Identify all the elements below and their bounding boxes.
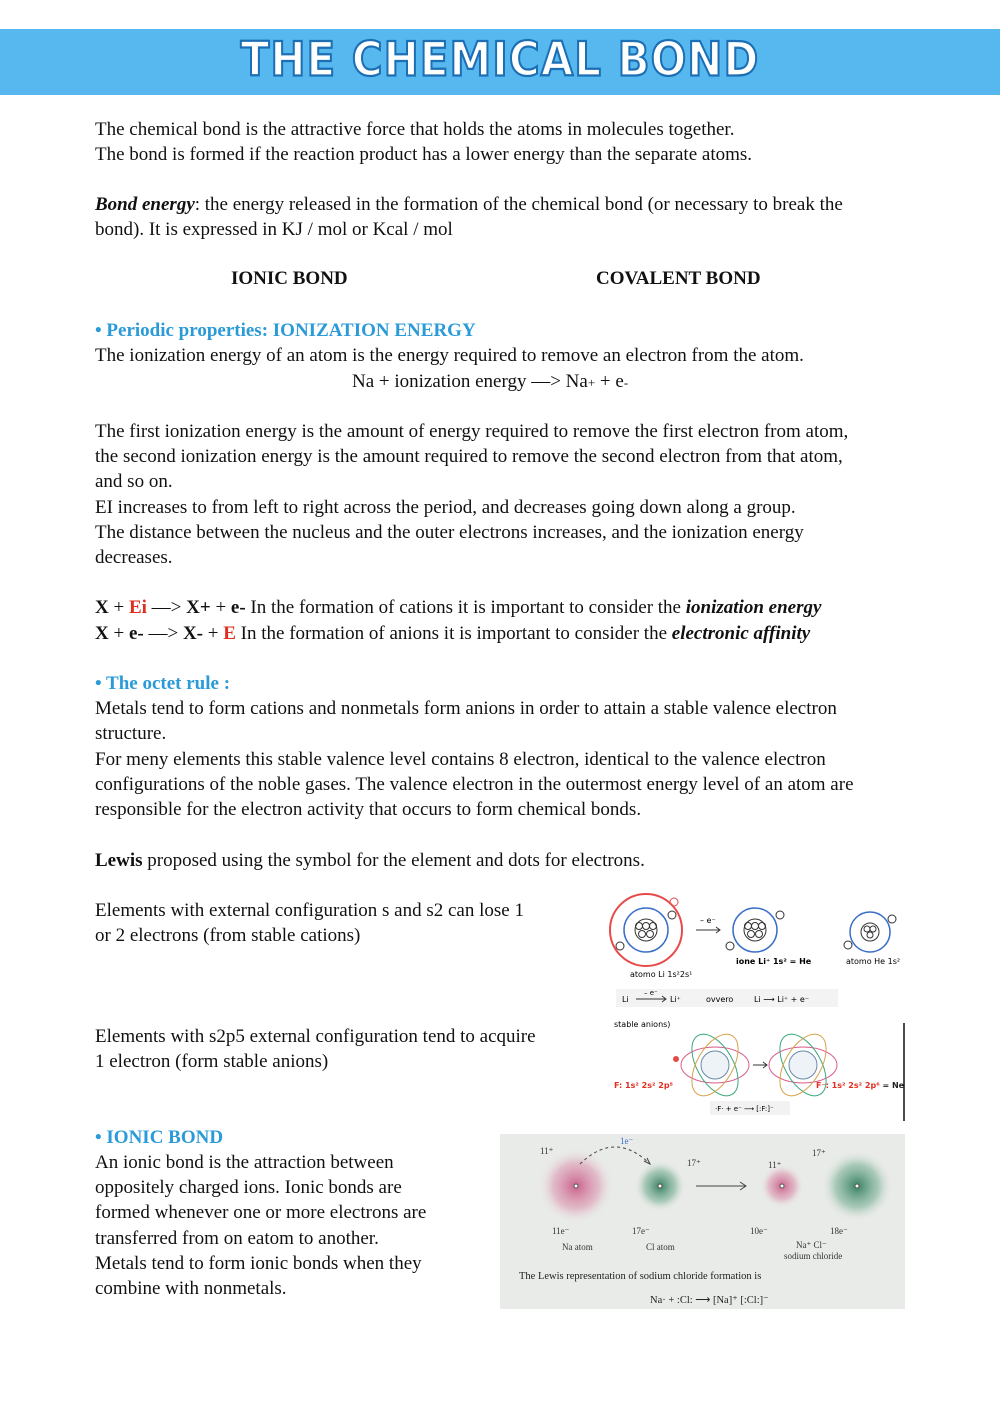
page-title: THE CHEMICAL BOND — [240, 32, 760, 87]
ionization-p2-line-5: The distance between the nucleus and the outer electrons increases, and the ionization energy — [95, 522, 804, 543]
cl-ion-electrons-label: 18e⁻ — [830, 1226, 848, 1236]
ionization-heading: • Periodic properties: IONIZATION ENERGY — [95, 320, 476, 341]
atomo-he-label: atomo He 1s² — [846, 957, 901, 966]
octet-line-1: Metals tend to form cations and nonmetals form anions in order to attain a stable valence electron — [95, 698, 837, 719]
sodium-chloride-label: sodium chloride — [784, 1251, 843, 1261]
ionization-line-1: The ionization energy of an atom is the energy required to remove an electron from the atom. — [95, 345, 804, 366]
elements-s-line-1: Elements with external configuration s and s2 can lose 1 — [95, 900, 524, 921]
formula-arrow: —> — [146, 597, 187, 618]
atomo-li-label: atomo Li 1s²2s¹ — [630, 970, 693, 979]
li-eq-li: Li — [622, 995, 629, 1004]
formula-plus: + — [108, 597, 129, 618]
ionic-bond-heading: • IONIC BOND — [95, 1127, 224, 1148]
formula-plus: + — [203, 623, 224, 644]
nacl-lewis-equation: Na· + :Cl: ⟶ [Na]⁺ [:Cl:]⁻ — [650, 1295, 769, 1306]
stable-anions-label: stable anions) — [614, 1020, 671, 1029]
octet-line-3: For meny elements this stable valence level contains 8 electron, identical to the valence electron — [95, 749, 826, 770]
cl-electrons-label: 17e⁻ — [632, 1226, 650, 1236]
sodium-chloride-figure — [500, 1134, 905, 1309]
formula-electron: e- — [230, 597, 246, 618]
formula-anion: X- — [182, 623, 203, 644]
intro-line-1: The chemical bond is the attractive force that holds the atoms in molecules together. — [95, 119, 735, 140]
formula-ei: Ei — [128, 597, 147, 618]
formula-description: In the formation of anions it is important to consider the — [235, 623, 672, 644]
octet-line-4: configurations of the noble gases. The valence electron in the outermost energy level of an atom are — [95, 774, 854, 795]
li-eq-arrow-label: – e⁻ — [644, 989, 658, 997]
bond-energy-line-2: bond). It is expressed in KJ / mol or Kcal / mol — [95, 219, 453, 240]
intro-line-2: The bond is formed if the reaction product has a lower energy than the separate atoms. — [95, 144, 753, 165]
formula-term: electronic affinity — [671, 623, 811, 644]
fluorine-lewis-equation: ·F· + e⁻ ⟶ [:F:]⁻ — [715, 1105, 774, 1113]
formula-description: In the formation of cations it is important to consider the — [245, 597, 686, 618]
formula-cation: X+ — [186, 597, 211, 618]
octet-heading: • The octet rule : — [95, 673, 231, 694]
electron-transfer-label: 1e⁻ — [620, 1136, 634, 1146]
octet-line-5: responsible for the electron activity that occurs to form chemical bonds. — [95, 799, 642, 820]
li-minus-e-label: – e⁻ — [700, 916, 716, 925]
formula-x: X — [95, 623, 109, 644]
covalent-bond-column-heading: COVALENT BOND — [596, 268, 761, 289]
formula-x: X — [95, 597, 109, 618]
fluoride-config: F⁻: 1s² 2s² 2p⁶ — [816, 1081, 880, 1090]
equation-right: + e — [595, 371, 624, 392]
equation-left: Na + ionization energy —> Na — [352, 371, 588, 392]
ionization-p2-line-1: The first ionization energy is the amount of energy required to remove the first electron from atom, — [95, 421, 849, 442]
fluorine-config-left: F: 1s² 2s² 2p⁵ — [614, 1081, 674, 1090]
na-atom-label: Na atom — [562, 1242, 593, 1252]
bond-energy-line-1 — [95, 192, 843, 217]
lithium-ionization-figure — [608, 885, 908, 1015]
ionization-p2-line-6: decreases. — [95, 547, 173, 568]
octet-line-2: structure. — [95, 723, 167, 744]
na-ion-charge-label: 11⁺ — [768, 1160, 782, 1170]
ionization-equation — [352, 369, 628, 395]
equation-charge-plus: + — [587, 375, 596, 390]
cl-charge-label: 17⁺ — [687, 1158, 701, 1168]
li-eq-ovvero: ovvero — [706, 995, 734, 1004]
li-eq-liplus: Li⁺ — [670, 995, 681, 1004]
nacl-formula-label: Na⁺ Cl⁻ — [796, 1240, 827, 1250]
bond-energy-text-1: : the energy released in the formation of the chemical bond (or necessary to break the — [194, 194, 843, 215]
fluorine-config-right — [816, 1081, 905, 1090]
lewis-text: proposed using the symbol for the element and dots for electrons. — [142, 850, 645, 871]
title-banner — [0, 29, 1000, 95]
ione-li-label: ione Li⁺ 1s² = He — [736, 957, 812, 966]
lewis-line — [95, 848, 645, 873]
formula-energy: E — [223, 623, 236, 644]
neon-equivalent: = Ne — [879, 1081, 905, 1090]
li-eq-2: Li ⟶ Li⁺ + e⁻ — [754, 995, 810, 1004]
ionic-line-1: An ionic bond is the attraction between — [95, 1152, 394, 1173]
lewis-name: Lewis — [95, 850, 143, 871]
formula-electron: e- — [128, 623, 144, 644]
lewis-caption: The Lewis representation of sodium chloride formation is — [519, 1271, 762, 1282]
ionization-p2-line-2: the second ionization energy is the amount required to remove the second electron from that atom, — [95, 446, 843, 467]
formula-arrow: —> — [143, 623, 183, 644]
cl-atom-label: Cl atom — [646, 1242, 675, 1252]
ionic-line-4: transferred from on eatom to another. — [95, 1228, 379, 1249]
na-ion-electrons-label: 10e⁻ — [750, 1226, 768, 1236]
elements-s-line-2: or 2 electrons (from stable cations) — [95, 925, 361, 946]
cation-formula — [95, 595, 821, 620]
ionic-line-6: combine with nonmetals. — [95, 1278, 287, 1299]
elements-p-line-1: Elements with s2p5 external configuration tend to acquire — [95, 1026, 536, 1047]
fluorine-anion-figure — [610, 1015, 910, 1125]
na-electrons-label: 11e⁻ — [552, 1226, 570, 1236]
formula-plus: + — [108, 623, 129, 644]
cl-ion-charge-label: 17⁺ — [812, 1148, 826, 1158]
equation-charge-minus: - — [623, 375, 629, 390]
ionization-p2-line-4: EI increases to from left to right across the period, and decreases going down along a group. — [95, 497, 796, 518]
ionization-p2-line-3: and so on. — [95, 471, 173, 492]
ionic-bond-column-heading: IONIC BOND — [231, 268, 348, 289]
formula-term: ionization energy — [685, 597, 822, 618]
bond-energy-term: Bond energy — [95, 194, 195, 215]
na-charge-label: 11⁺ — [540, 1146, 554, 1156]
ionic-line-3: formed whenever one or more electrons are — [95, 1202, 427, 1223]
anion-formula — [95, 621, 810, 646]
elements-p-line-2: 1 electron (form stable anions) — [95, 1051, 329, 1072]
ionic-line-5: Metals tend to form ionic bonds when they — [95, 1253, 422, 1274]
ionic-line-2: oppositely charged ions. Ionic bonds are — [95, 1177, 402, 1198]
formula-plus: + — [210, 597, 231, 618]
